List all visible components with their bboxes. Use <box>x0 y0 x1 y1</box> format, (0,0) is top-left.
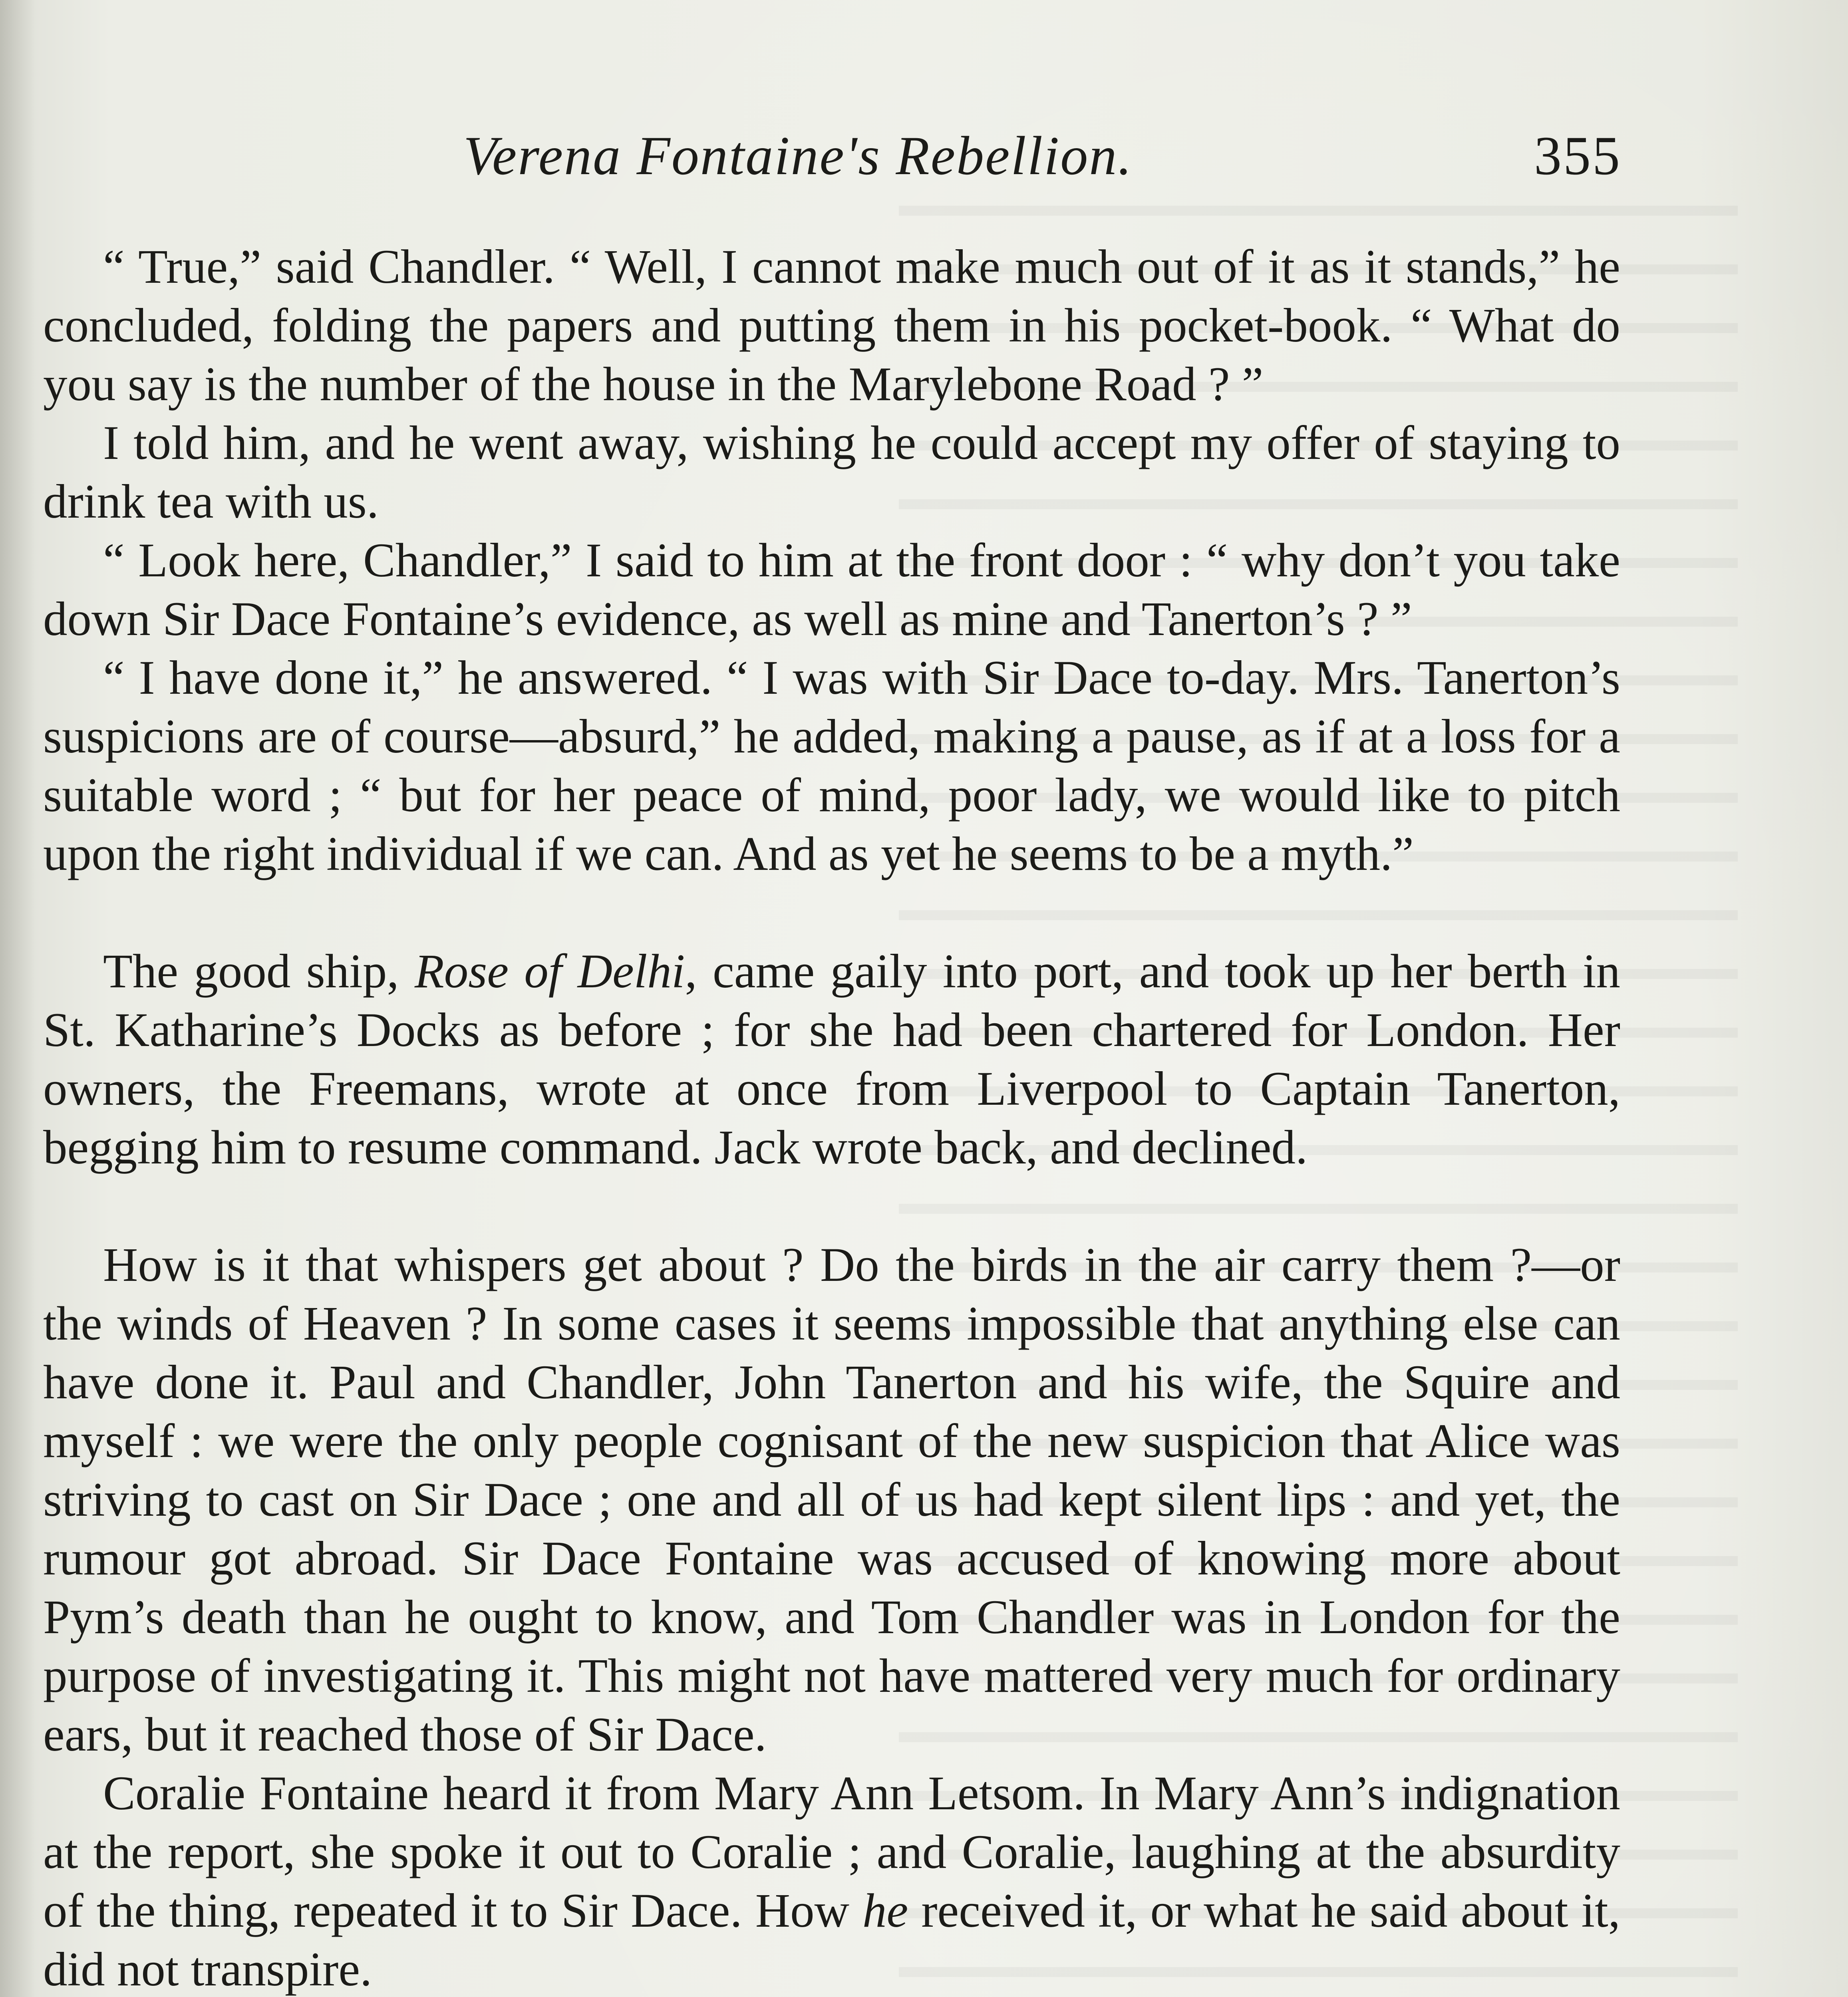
paragraph-text: “ I have done it,” he answered. “ I was with Sir Dace to-day. Mrs. Tanerton’s suspicions are of course—absurd,” he added, making a pause, as if at a loss for a suitable word ; “ but for her peace of mind, poor lady, we would like to pitch upon the right individual if we can. And as yet he seems to be a myth.” <box>43 651 1620 881</box>
paragraph-text: received it, or what he said about it, did not transpire. <box>43 1884 1620 1996</box>
paragraph <box>43 942 1620 1177</box>
paragraph <box>43 649 1620 883</box>
paragraph <box>43 238 1620 414</box>
page-number: 355 <box>1534 125 1621 186</box>
paragraph <box>43 1764 1620 1997</box>
page-header <box>0 124 1848 204</box>
paragraph-text: , came gaily into port, and took up her berth in St. Katharine’s Docks as before ; for she had been chartered for London. Her owners, the Freemans, wrote at once from Liverpool to Captain Tanerton, begging him to resume command. Jack wrote back, and declined. <box>43 945 1620 1174</box>
paragraph-text: The good ship, <box>103 945 415 998</box>
paragraph <box>43 1236 1620 1764</box>
paragraph <box>43 414 1620 531</box>
paragraph-text: “ True,” said Chandler. “ Well, I cannot make much out of it as it stands,” he concluded, folding the papers and putting them in his pocket-book. “ What do you say is the number of the house in the Marylebone Road ? ” <box>43 240 1620 411</box>
page-edge-shadow <box>0 0 36 1997</box>
body-text <box>43 238 1620 1997</box>
paragraph-text: “ Look here, Chandler,” I said to him at the front door : “ why don’t you take down Sir Dace Fontaine’s evidence, as well as mine and Tanerton’s ? ” <box>43 534 1620 646</box>
paragraph-text: I told him, and he went away, wishing he could accept my offer of staying to drink tea with us. <box>43 416 1620 528</box>
running-title: Verena Fontaine's Rebellion. <box>463 125 1133 186</box>
paragraph-text: Coralie Fontaine heard it from Mary Ann Letsom. In Mary Ann’s indignation at the report, she spoke it out to Coralie ; and Coralie, laughing at the absurdity of the thing, repeated it to Sir Dace. How <box>43 1767 1620 1937</box>
paragraph-text: How is it that whispers get about ? Do the birds in the air carry them ?—or the winds of Heaven ? In some cases it seems impossible that anything else can have done it. Paul and Chandler, John Tanerton and his wife, the Squire and myself : we were the only people cognisant of the new suspicion that Alice was striving to cast on Sir Dace ; one and all of us had kept silent lips : and yet, the rumour got abroad. Sir Dace Fontaine was accused of knowing more about Pym’s death than he ought to know, and Tom Chandler was in London for the purpose of investigating it. This might not have mattered very much for ordinary ears, but it reached those of Sir Dace. <box>43 1238 1620 1761</box>
paragraph <box>43 531 1620 649</box>
italic-text: Rose of Delhi <box>414 945 685 998</box>
italic-text: he <box>862 1884 908 1937</box>
